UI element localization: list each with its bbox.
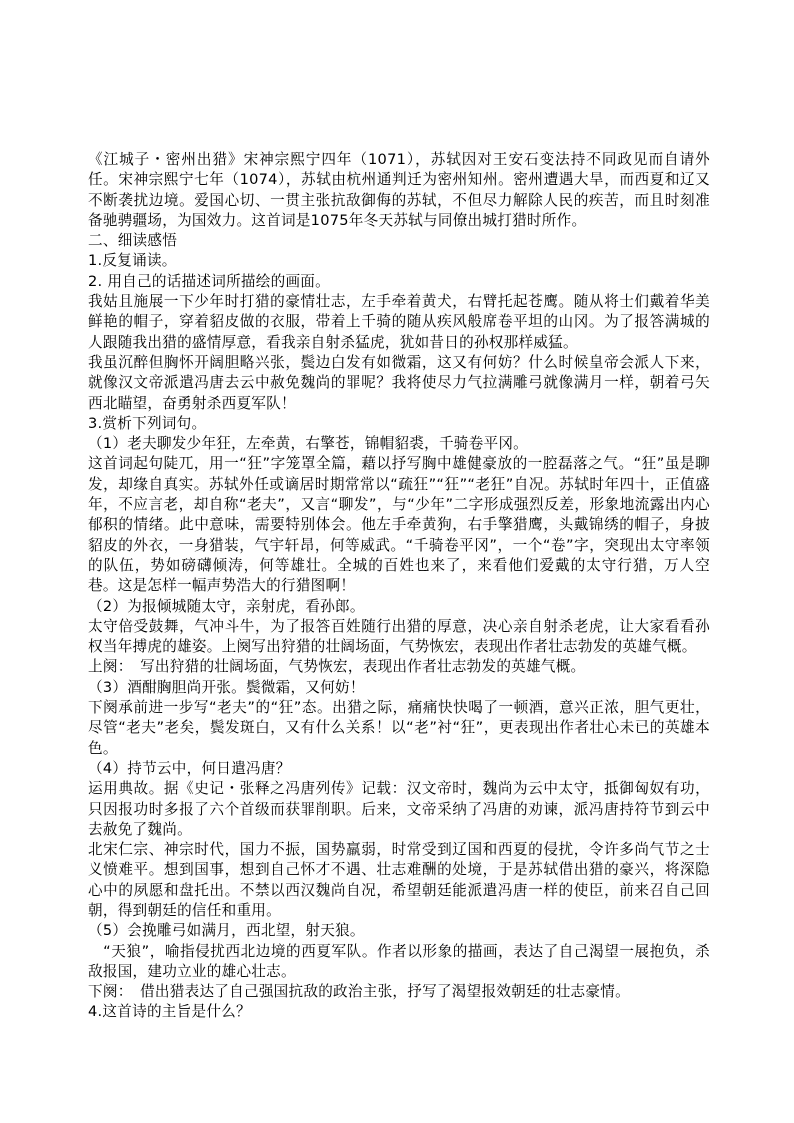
- analysis-paragraph: 下阕承前进一步写“老夫”的“狂”态。出猎之际，痛痛快快喝了一顿酒，意兴正浓，胆气更壮，尽管“老夫”老矣，鬓发斑白，又有什么关系！以“老”衬“狂”，更表现出作者壮心未已的英雄本色。: [88, 699, 710, 757]
- question-2: 2. 用自己的话描述词所描绘的画面。: [88, 272, 330, 290]
- question-3: 3.赏析下列词句。: [88, 414, 207, 432]
- question-1: 1.反复诵读。: [88, 252, 177, 270]
- verse-line-2: （2）为报倾城随太守，亲射虎，看孙郎。: [88, 597, 365, 615]
- document-body: [88, 150, 710, 1023]
- analysis-paragraph: “天狼”，喻指侵扰西北边境的西夏军队。作者以形象的描画，表达了自己渴望一展抱负，杀敌报国，建功立业的雄心壮志。: [88, 942, 710, 980]
- verse-line-5: （5）会挽雕弓如满月，西北望，射天狼。: [88, 922, 365, 940]
- intro-paragraph: 《江城子・密州出猎》宋神宗熙宁四年（1071），苏轼因对王安石变法持不同政见而自请外任。宋神宗熙宁七年（1074），苏轼由杭州通判迁为密州知州。密州遭遇大旱，而西夏和辽又不断袭扰边境。爱国心切、一贯主张抗敌御侮的苏轼，不但尽力解除人民的疾苦，而且时刻准备驰骋疆场，为国效力。这首词是1075年冬天苏轼与同僚出城打猎时所作。: [88, 151, 710, 229]
- verse-line-3: （3）酒酣胸胆尚开张。鬓微霜，又何妨！: [88, 678, 365, 696]
- section-heading: 二、细读感悟: [88, 232, 178, 250]
- answer-paragraph: 我姑且施展一下少年时打猎的豪情壮志，左手牵着黄犬，右臂托起苍鹰。随从将士们戴着华美鲜艳的帽子，穿着貂皮做的衣服，带着上千骑的随从疾风般席卷平坦的山冈。为了报答满城的人跟随我出猎的盛情厚意，看我亲自射杀猛虎，犹如昔日的孙权那样威猛。: [88, 293, 710, 351]
- analysis-paragraph: 北宋仁宗、神宗时代，国力不振，国势羸弱，时常受到辽国和西夏的侵扰，令许多尚气节之士义愤难平。想到国事，想到自己怀才不遇、壮志难酬的处境，于是苏轼借出猎的豪兴，将深隐心中的夙愿和盘托出。不禁以西汉魏尚自况，希望朝廷能派遣冯唐一样的使臣，前来召自己回朝，得到朝廷的信任和重用。: [88, 841, 710, 919]
- analysis-paragraph: 运用典故。据《史记・张释之冯唐列传》记载：汉文帝时，魏尚为云中太守，抵御匈奴有功，只因报功时多报了六个首级而获罪削职。后来，文帝采纳了冯唐的劝谏，派冯唐持符节到云中去赦免了魏尚。: [88, 780, 710, 838]
- analysis-paragraph: 太守倍受鼓舞，气冲斗牛，为了报答百姓随行出猎的厚意，决心亲自射杀老虎，让大家看看孙权当年搏虎的雄姿。上阕写出狩猎的壮阔场面，气势恢宏，表现出作者壮志勃发的英雄气概。: [88, 617, 710, 656]
- summary-lower: 下阕： 借出猎表达了自己强国抗敌的政治主张，抒写了渴望报效朝廷的壮志豪情。: [88, 983, 630, 1001]
- verse-line-4: （4）持节云中，何日遣冯唐？: [88, 759, 291, 777]
- answer-paragraph: 我虽沉醉但胸怀开阔胆略兴张，鬓边白发有如微霜，这又有何妨？什么时候皇帝会派人下来，就像汉文帝派遣冯唐去云中赦免魏尚的罪呢？我将使尽力气拉满雕弓就像满月一样，朝着弓矢西北瞄望，奋勇射杀西夏军队！: [88, 353, 710, 412]
- analysis-paragraph: 这首词起句陡兀，用一“狂”字笼罩全篇，藉以抒写胸中雄健豪放的一腔磊落之气。“狂”虽是聊发，却缘自真实。苏轼外任或谪居时期常常以“疏狂”“狂”“老狂”自况。苏轼时年四十，正值盛年，不应言老，却自称“老夫”，又言“聊发”，与“少年”二字形成强烈反差，形象地流露出内心郁积的情绪。此中意味，需要特别体会。他左手牵黄狗，右手擎猎鹰，头戴锦绣的帽子，身披貂皮的外衣，一身猎装，气宇轩昂，何等威武。“千骑卷平冈”，一个“卷”字，突现出太守率领的队伍，势如磅礴倾涛，何等雄壮。全城的百姓也来了，来看他们爱戴的太守行猎，万人空巷。这是怎样一幅声势浩大的行猎图啊！: [88, 455, 710, 595]
- summary-upper: 上阕： 写出狩猎的壮阔场面，气势恢宏，表现出作者壮志勃发的英雄气概。: [88, 658, 586, 676]
- verse-line-1: （1）老夫聊发少年狂，左牵黄，右擎苍，锦帽貂裘，千骑卷平冈。: [88, 435, 529, 453]
- question-4: 4.这首诗的主旨是什么？: [88, 1003, 251, 1021]
